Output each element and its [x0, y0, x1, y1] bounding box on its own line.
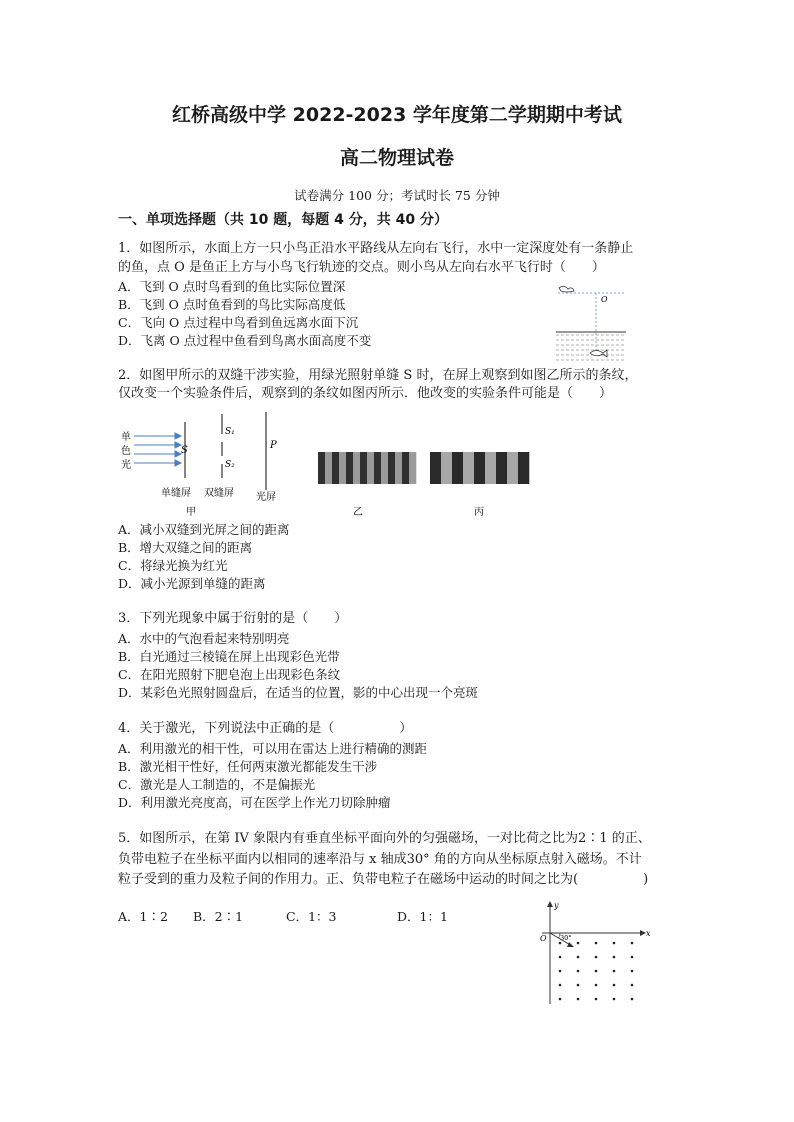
field-dot: [577, 956, 580, 959]
magnetic-field-figure: [530, 898, 658, 1010]
option-d[interactable]: D．减小光源到单缝的距离: [118, 576, 266, 591]
field-dot: [631, 942, 634, 945]
question-stem-line: 3．下列光现象中属于衍射的是（ ）: [118, 611, 348, 626]
slit-s1-label: S₁: [225, 427, 235, 437]
field-dot: [631, 970, 634, 973]
question-stem-line: 5．如图所示，在第 IV 象限内有垂直坐标平面向外的匀强磁场，一对比荷之比为2∶1 的正、: [118, 831, 651, 846]
field-dot: [613, 984, 616, 987]
fringe-stripe: [409, 452, 416, 484]
fringe-stripe: [388, 452, 395, 484]
fringe-stripe: [339, 452, 346, 484]
option-d[interactable]: D．1：1: [397, 909, 448, 924]
question-stem-line: 1．如图所示，水面上方一只小鸟正沿水平路线从左向右飞行，水中一定深度处有一条静止: [118, 241, 634, 256]
field-dot: [559, 942, 562, 945]
field-dot: [613, 956, 616, 959]
option-c[interactable]: C．飞向 O 点过程中鸟看到鱼远离水面下沉: [118, 315, 359, 330]
fringe-stripe: [402, 452, 409, 484]
fringe-stripe: [485, 452, 496, 484]
exam-info: 试卷满分 100 分；考试时长 75 分钟: [294, 188, 500, 203]
light-label-1: 单: [121, 432, 131, 443]
angle-label: 30°: [560, 934, 572, 942]
light-label-3: 光: [121, 460, 131, 471]
screen-label: 光屏: [256, 492, 276, 503]
fringe-stripe: [441, 452, 452, 484]
option-b[interactable]: B．激光相干性好，任何两束激光都能发生干涉: [118, 759, 378, 774]
fringe-stripe: [518, 452, 529, 484]
figure-a-label: 甲: [186, 507, 196, 518]
fringe-stripe: [346, 452, 353, 484]
option-d[interactable]: D．飞离 O 点过程中鱼看到鸟离水面高度不变: [118, 333, 372, 348]
option-a[interactable]: A．水中的气泡看起来特别明亮: [118, 631, 290, 646]
field-dot: [559, 998, 562, 1001]
origin-label: O: [540, 934, 547, 943]
option-d[interactable]: D．利用激光亮度高，可在医学上作光刀切除肿瘤: [118, 795, 391, 810]
option-c[interactable]: C．将绿光换为红光: [118, 558, 228, 573]
section-heading: 一、单项选择题（共 10 题，每题 4 分，共 40 分）: [118, 212, 448, 228]
option-a[interactable]: A．飞到 O 点时鸟看到的鱼比实际位置深: [118, 279, 346, 294]
fish-icon: [590, 350, 607, 357]
fringe-stripe: [474, 452, 485, 484]
field-dot: [595, 998, 598, 1001]
question-stem-line: 2．如图甲所示的双缝干涉实验，用绿光照射单缝 S 时，在屏上观察到如图乙所示的条纹，: [118, 368, 638, 383]
light-rays: [134, 433, 181, 466]
field-dot: [559, 956, 562, 959]
field-dot: [631, 984, 634, 987]
fringe-stripe: [381, 452, 388, 484]
figure-c-label: 丙: [474, 507, 484, 518]
point-o-label: O: [601, 295, 608, 304]
exam-title: 红桥高级中学 2022-2023 学年度第二学期期中考试: [172, 104, 622, 126]
field-dot: [577, 970, 580, 973]
question-stem-line: 负带电粒子在坐标平面内以相同的速率沿与 x 轴成30° 角的方向从坐标原点射入磁场。不计: [118, 852, 642, 867]
option-c[interactable]: C．在阳光照射下肥皂泡上出现彩色条纹: [118, 667, 341, 682]
single-slit-label: 单缝屏: [161, 488, 191, 499]
option-a[interactable]: A．减小双缝到光屏之间的距离: [118, 522, 290, 537]
field-dot: [613, 942, 616, 945]
fringe-stripe: [367, 452, 374, 484]
double-slit-label: 双缝屏: [204, 488, 234, 499]
question-stem-line: 4．关于激光，下列说法中正确的是（ ）: [118, 721, 413, 736]
field-dot: [559, 970, 562, 973]
fringe-stripe: [318, 452, 325, 484]
fringe-stripe: [325, 452, 332, 484]
x-axis-label: x: [646, 929, 651, 938]
option-a[interactable]: A．利用激光的相干性，可以用在雷达上进行精确的测距: [118, 741, 428, 756]
bird-fish-figure: [550, 280, 630, 366]
option-b[interactable]: B．白光通过三棱镜在屏上出现彩色光带: [118, 649, 340, 664]
fringe-stripe: [374, 452, 381, 484]
question-stem-line: 仅改变一个实验条件后，观察到的条纹如图丙所示．他改变的实验条件可能是（ ）: [118, 386, 613, 401]
field-dot: [613, 970, 616, 973]
fringe-stripe: [463, 452, 474, 484]
question-stem-line: 的鱼，点 O 是鱼正上方与小鸟飞行轨迹的交点。则小鸟从左向右水平飞行时（ ）: [118, 260, 605, 275]
field-dot: [577, 998, 580, 1001]
option-c[interactable]: C．1：3: [286, 909, 337, 924]
field-dot: [559, 984, 562, 987]
fringe-pattern-b: [318, 452, 416, 484]
fringe-stripe: [507, 452, 518, 484]
field-dot: [577, 984, 580, 987]
fringe-stripe: [452, 452, 463, 484]
fringe-stripe: [430, 452, 441, 484]
option-d[interactable]: D．某彩色光照射圆盘后，在适当的位置，影的中心出现一个亮斑: [118, 685, 479, 700]
y-axis-label: y: [554, 901, 559, 910]
option-b[interactable]: B．2∶1: [193, 909, 244, 924]
field-dot: [631, 998, 634, 1001]
double-slit-figure: [118, 412, 538, 520]
option-b[interactable]: B．增大双缝之间的距离: [118, 540, 253, 555]
fringe-pattern-c: [430, 452, 529, 484]
option-b[interactable]: B．飞到 O 点时鱼看到的鸟比实际高度低: [118, 297, 346, 312]
paper-subtitle: 高二物理试卷: [339, 147, 454, 169]
field-dot: [613, 998, 616, 1001]
velocity-arrow: [567, 942, 574, 947]
field-dot: [595, 956, 598, 959]
question-stem-line: 粒子受到的重力及粒子间的作用力。正、负带电粒子在磁场中运动的时间之比为( ): [118, 872, 649, 887]
fringe-stripe: [353, 452, 360, 484]
field-dot: [577, 942, 580, 945]
slit-s2-label: S₂: [225, 460, 235, 470]
option-a[interactable]: A．1∶2: [118, 909, 168, 924]
magnetic-field-dots: [559, 942, 634, 1001]
light-label-2: 色: [121, 446, 131, 457]
fringe-stripe: [360, 452, 367, 484]
screen-p-label: P: [270, 440, 277, 451]
figure-b-label: 乙: [353, 507, 363, 518]
field-dot: [595, 942, 598, 945]
bird-icon: [559, 286, 574, 292]
fringe-stripe: [332, 452, 339, 484]
y-axis-arrow: [547, 901, 553, 907]
field-dot: [595, 984, 598, 987]
option-c[interactable]: C．激光是人工制造的，不是偏振光: [118, 777, 316, 792]
field-dot: [631, 956, 634, 959]
fringe-stripe: [496, 452, 507, 484]
slit-s-label: S: [181, 445, 188, 456]
field-dot: [595, 970, 598, 973]
fringe-stripe: [395, 452, 402, 484]
